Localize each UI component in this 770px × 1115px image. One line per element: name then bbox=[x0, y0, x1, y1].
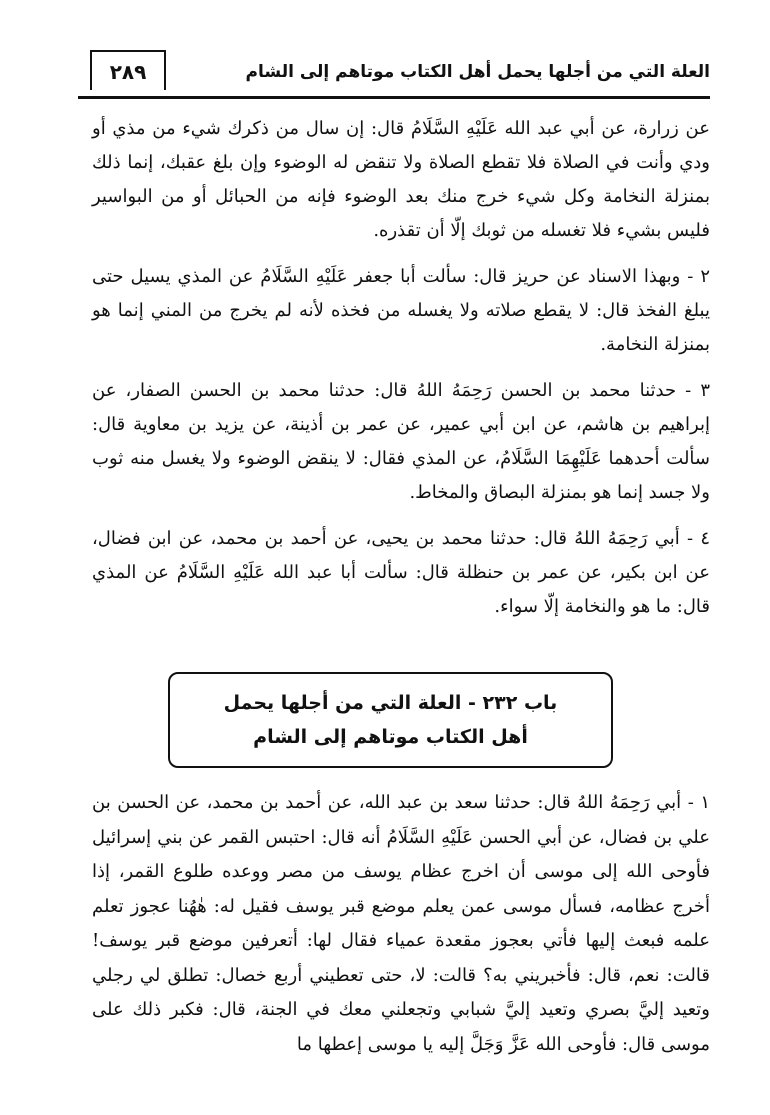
body-text-upper bbox=[92, 112, 710, 624]
body-text-lower bbox=[92, 786, 710, 1062]
paragraph-2: ٢ - وبهذا الاسناد عن حريز قال: سألت أبا جعفر عَلَيْهِ السَّلَامُ عن المذي يسيل حتى يبلغ الفخذ قال: لا يقطع صلاته ولا يغسله من فخذه لأنه لم يخرج من المني إنما هو بمنزلة النخامة. bbox=[92, 266, 710, 355]
paragraph-5: ١ - أبي رَحِمَهُ اللهُ قال: حدثنا سعد بن عبد الله، عن أحمد بن محمد، عن الحسن بن علي بن فضال، عن أبي الحسن عَلَيْهِ السَّلَامُ أنه قال: احتبس القمر عن بني إسرائيل فأوحى الله إلى موسى أن اخرج عظام يوسف من مصر ووعده طلوع القمر، إذا أخرج عظامه، فسأل موسى عمن يعلم موضع قبر يوسف فقيل له: هٰهُنا عجوز تعلم علمه فبعث إليها فأتي بعجوز مقعدة عمياء فقال لها: أتعرفين موضع قبر يوسف! قالت: نعم، قال: فأخبريني به؟ قالت: لا، حتى تعطيني أربع خصال: تطلق لي رجلي وتعيد إليَّ بصري وتعيد إليَّ شبابي وتجعلني معك في الجنة، قال: فكبر ذلك على موسى قال: فأوحى الله عَزَّ وَجَلَّ إليه يا موسى إعطها ما bbox=[92, 792, 710, 1055]
paragraph-4: ٤ - أبي رَحِمَهُ اللهُ قال: حدثنا محمد بن يحيى، عن أحمد بن محمد، عن ابن فضال، عن ابن بكير، عن عمر بن حنظلة قال: سألت أبا عبد الله عَلَيْهِ السَّلَامُ عن المذي قال: ما هو والنخامة إلّا سواء. bbox=[92, 528, 710, 617]
page-number: ٢٨٩ bbox=[90, 50, 166, 90]
running-header bbox=[78, 50, 710, 99]
chapter-heading-box bbox=[168, 672, 613, 768]
paragraph-1: عن زرارة، عن أبي عبد الله عَلَيْهِ السَّلَامُ قال: إن سال من ذكرك شيء من مذي أو ودي وأنت في الصلاة فلا تقطع الصلاة ولا تنقض له الوضوء وإن بلغ عقبك، إنما ذلك بمنزلة النخامة وكل شيء خرج منك بعد الوضوء فإنه من الحبائل أو من البواسير فليس بشيء فلا تغسله من ثوبك إلّا أن تقذره. bbox=[92, 118, 710, 241]
header-title: العلة التي من أجلها يحمل أهل الكتاب موتاهم إلى الشام bbox=[245, 62, 710, 82]
chapter-heading-line-1: باب ٢٣٢ - العلة التي من أجلها يحمل bbox=[223, 692, 558, 714]
chapter-heading-line-2: أهل الكتاب موتاهم إلى الشام bbox=[253, 726, 528, 748]
paragraph-3: ٣ - حدثنا محمد بن الحسن رَحِمَهُ اللهُ قال: حدثنا محمد بن الحسن الصفار، عن إبراهيم بن هاشم، عن ابن أبي عمير، عن عمر بن أذينة، عن يزيد بن معاوية قال: سألت أحدهما عَلَيْهِمَا السَّلَامُ، عن المذي فقال: لا ينقض الوضوء ولا يغسل منه ثوب ولا جسد إنما هو بمنزلة البصاق والمخاط. bbox=[92, 380, 710, 503]
